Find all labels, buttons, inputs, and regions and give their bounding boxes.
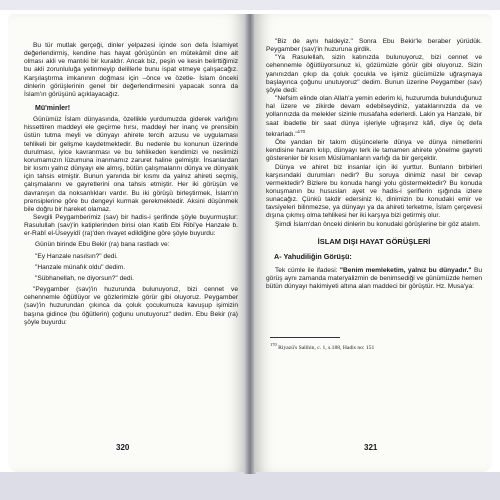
left-page <box>8 14 246 472</box>
footnote-text: Riyazü's Salihin, c. 1, s.188, Hadis no: 151 <box>278 345 375 352</box>
paragraph <box>266 267 482 291</box>
page-number: 320 <box>116 443 130 452</box>
footnote-number: 170 <box>270 342 277 348</box>
text-run: Bu görüş aynı zamanda materyalizmin de benimsediği ve günümüzde hemen bütün dünyayı hakimiyeti altına alan maddeci bir görüştür. Hz. Musa'ya: <box>266 266 483 291</box>
page-number: 321 <box>364 443 378 452</box>
paragraph: Bu tür mutlak gerçeği, dinler yelpazesi içinde son defa İslamiyet değerlendirmiş, kendine has hayat görüşünün en mütekâmil dine ait olması akli ve mantıki bir kuraldır. Ancak biz, peşin ve kesin belirttiğimiz bu akli zorunluluğa yetinmeyip delillerle bunu ispat etmeye çalışacağız. Karşılaştırma imkanının doğması için –önce ve özetle- İslam önceki dinlerin görüşlerinin genel bir değerlendirmesini yapacak sonra da İslam'ın görüşünü açıklayacağız. <box>24 42 238 98</box>
section-heading: Mü'minler! <box>35 105 71 113</box>
footnote-ref: 170 <box>297 128 306 134</box>
footnote <box>266 341 482 352</box>
text-run: Tek cümle ile ifadesi: <box>275 266 340 274</box>
dialogue-line: Günün birinde Ebu Bekir (ra) bana rastladı ve: <box>35 241 170 249</box>
quote-text: "Nefsim elinde olan Allah'a yemin ederim ki, huzurumda bulunduğunuz hal üzere ve zikirde devam edebilseydiniz, yataklarınızda da ve yollarınızda da melekler sizinle musafaha ederlerdi. Lakin ya Hanzale, bir saat ibadetle bir saat dünya işleriyle uğraşınız kâfi, diye üç defa tekrarladı." <box>266 95 482 138</box>
paragraph: "Peygamber (sav)'in huzurunda bulunuyoruz, bizi cennet ve cehennemle öğütlüyor ve gözlerimizle görür gibi oluyoruz. Peygamber (sav)'in huzurundan çıkınca da çoluk çocukumuza kavuşup işimizin başına gidince (bu öğütlerin) çoğunu unutuyoruz" dedim. Ebu Bekir (ra) şöyle buyurdu: <box>24 286 238 326</box>
emphasis-text: "Benim memleketim, yalnız bu dünyadır." <box>339 266 472 274</box>
subsection-title: A- Yahudiliğin Görüşü: <box>274 251 352 261</box>
paragraph: "Biz de aynı haldeyiz." Sonra Ebu Bekir'le beraber yürüdük. Peygamber (sav)'in huzuruna girdik. <box>266 38 482 54</box>
paragraph <box>266 95 482 139</box>
book-cover-top <box>0 0 500 10</box>
section-title: İSLAM DIŞI HAYAT GÖRÜŞLERİ <box>317 236 431 246</box>
paragraph: Şimdi İslam'dan önceki dinlerin bu konudaki görüşlerine bir göz atalım. <box>275 220 481 228</box>
dialogue-line: "Ey Hanzale nasılsın?" dedi. <box>35 252 118 260</box>
paragraph: Öte yandan bir takım düşüncelerle dünya ve dünya nimetlerini kendisine haram kılıp, dünyayı terk ile tamamen ahirete yönelme gayreti gösterenler bir kısım Müslümanların varlığı da bir gerçektir. <box>266 139 482 163</box>
paragraph: Günümüz İslam dünyasında, özellikle yurdumuzda giderek varlığını hissettiren maddeyi ele geçirme hırsı, maddeyi her inanç ve prensibin üstün tutma meyli ve dünyayı ahirete tercih arzusu ve uygulaması tehlikeli bir gelişme kaydetmektedir. Bu nedenle bu konunun üzerinde durulması, iyice kavranması ve bu tehlikeden kendimizi ve neslimizi korumamızın lüzumuna inanmamız zaruret haline gelmiştir. İnsanlardan bir kısmı yalnız dünyayı ele almış, bütün çalışmalarını dünya ve dünyalık için tahsis etmiştir. Bunun yanında bir kısmı da yalnız ahireti seçmiş, çalışmalarını ve gayretlerini ona tahsis etmiştir. Her iki görüşün ve davranışın da noksanlıkları vardır. Bu iki görüşü birleştirmek, İslam'ın prensiplerine göre bu dengeyi kurmak gerekmektedir. Aksini düşünmek bile doğru bir hareket olamaz. <box>24 116 238 213</box>
footnote-divider <box>270 337 340 338</box>
open-book <box>8 14 492 484</box>
dialogue-line: "Hanzale münafık oldu" dedim. <box>35 263 126 271</box>
dialogue-line: "Sübhanellah, ne diyorsun?" dedi. <box>35 274 134 282</box>
paragraph: "Ya Rasulellah, sizin katınızda bulunuyoruz, bizi cennet ve cehennemle öğütlüyorsunuz ki, gözümüzle görür gibi oluyoruz. Sizin yanınızdan çıkıp da çoluk çocukla ve işimiz gücümüzle uğraşmaya başlayınca çoğunu unutuyoruz" dedim. Bunun üzerine Peygamber (sav) şöyle dedi: <box>266 54 482 94</box>
right-page <box>254 14 492 472</box>
paragraph: Dünya ve ahiret biz insanlar için iki yurttur. Bunların birbirleri karşısındaki durumları nedir? Bu soruya dinimiz nasıl bir cevap vermektedir? Bizlere bu konuda hangi yolu göstermektedir? Bu konuda konuşmanın bu hususları ayet ve hadis-i şeriflerin ışığında izlere sunacağız. Çünkü takdir edersiniz ki, dinimizin bu konudaki emir ve tavsiyeleri bilinmezse, ya dünyayı ya da ahireti terketme, İslam çerçevesi dışına çıkmış olma tehlikesi her iki karşıya bizi getirmiş olur. <box>266 163 482 220</box>
paragraph: Sevgili Peygamberimiz (sav) bir hadis-i şerifinde şöyle buyurmuştur: Rasulullah (sav)'in katiplerinden birisi olan Katib Ebi Ribi'ye Hanzale b. er-Rabî el-Üseyyidî (ra)'den rivayet edildiğine göre şöyle buyurdu: <box>24 213 238 238</box>
